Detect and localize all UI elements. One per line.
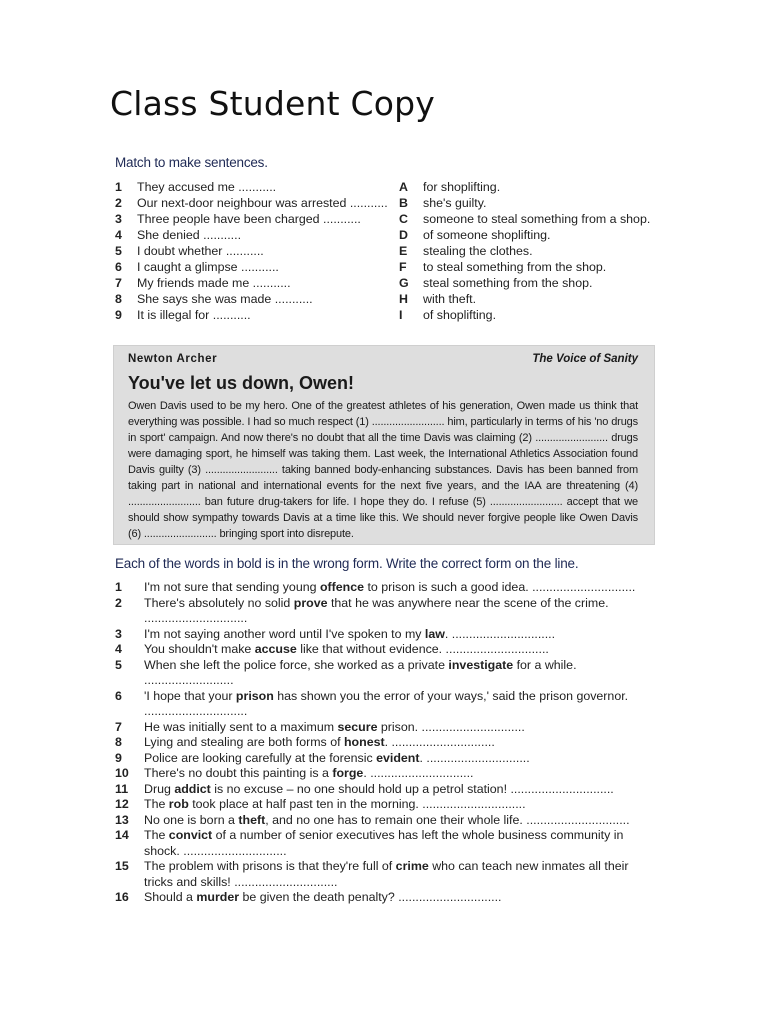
item-bold-word: addict — [174, 781, 211, 796]
match-letter: G — [399, 276, 409, 290]
item-number: 10 — [115, 766, 129, 780]
exercise-item — [115, 782, 655, 798]
match-letter: C — [399, 212, 408, 226]
item-text-before: I'm not sure that sending young — [144, 580, 320, 594]
exercise-item — [115, 890, 655, 906]
match-heading: Match to make sentences. — [115, 155, 268, 170]
exercise-item — [115, 735, 655, 751]
item-number: 7 — [115, 719, 122, 734]
match-row — [115, 195, 655, 211]
match-stem: My friends made me ........... — [137, 276, 291, 290]
match-row — [115, 211, 655, 227]
match-letter: D — [399, 228, 408, 242]
item-number: 14 — [115, 828, 129, 842]
item-text-after: to prison is such a good idea. .............................. — [364, 580, 636, 594]
exercise-item — [115, 813, 655, 829]
item-number: 12 — [115, 797, 129, 811]
item-bold-word: prove — [293, 595, 328, 610]
match-letter: A — [399, 180, 408, 194]
item-number: 9 — [115, 750, 122, 765]
match-number: 4 — [115, 228, 122, 242]
item-number: 6 — [115, 688, 122, 703]
match-stem: Three people have been charged ........... — [137, 212, 361, 226]
item-bold-word: theft — [238, 812, 266, 827]
match-ending: she's guilty. — [423, 196, 487, 210]
match-ending: to steal something from the shop. — [423, 260, 607, 274]
match-row — [115, 307, 655, 323]
match-stem: It is illegal for ........... — [137, 308, 251, 322]
exercise-item — [115, 797, 655, 813]
item-number: 11 — [115, 781, 129, 796]
item-text-after: of a number of senior executives has left the whole business community in shock. .............................. — [144, 828, 624, 858]
match-row — [115, 243, 655, 259]
match-number: 6 — [115, 260, 122, 274]
article-body: Owen Davis used to be my hero. One of the greatest athletes of his generation, Owen made us think that everything was possible. I had so much respect (1) ......................... him, particularly in terms of his 'no drugs in sport' campaign. And now there's no doubt that all the time Davis was claiming (2) ......................... drugs were damaging sport, he himself was taking them. Last week, the International Athletics Association found Davis guilty (3) ......................... taking banned body-enhancing substances. Davis has been banned from taking part in national and international events for the next five years, and the IAA are threatening (4) ......................... ban future drug-takers for life. I hope they do. I refuse (5) ......................... accept that we should show sympathy towards Davis at a time like this. We should never forgive people like Owen Davis (6) ......................... bringing sport into disrepute. — [128, 400, 638, 540]
match-letter: H — [399, 292, 408, 306]
item-bold-word: evident — [376, 750, 420, 765]
exercise-item — [115, 658, 655, 689]
item-text-before: He was initially sent to a maximum — [144, 719, 338, 734]
match-number: 1 — [115, 180, 122, 194]
match-ending: stealing the clothes. — [423, 244, 533, 258]
item-bold-word: accuse — [254, 642, 297, 656]
item-text-after: that he was anywhere near the scene of the crime. — [327, 595, 609, 610]
exercise-item — [115, 828, 655, 859]
item-bold-word: honest — [343, 735, 385, 749]
article-author: Newton Archer — [128, 353, 218, 365]
match-number: 5 — [115, 244, 122, 258]
item-text-before: There's absolutely no solid — [144, 595, 294, 610]
item-text-after: prison. .............................. — [377, 719, 525, 734]
correct-form-exercise — [115, 580, 655, 906]
item-text-after: like that without evidence. .............................. — [296, 642, 549, 656]
match-number: 8 — [115, 292, 122, 306]
match-letter: I — [399, 308, 403, 322]
match-number: 2 — [115, 196, 122, 210]
item-number: 16 — [115, 890, 129, 904]
item-bold-word: offence — [319, 580, 365, 594]
item-number: 3 — [115, 626, 122, 641]
item-text-before: You shouldn't make — [144, 642, 255, 656]
match-letter: B — [399, 196, 408, 210]
item-bold-word: prison — [235, 688, 274, 703]
item-text-after: . .............................. — [419, 750, 530, 765]
item-text-after: , and no one has to remain one their whole life. .............................. — [265, 812, 630, 827]
item-text-before: Lying and stealing are both forms of — [144, 735, 344, 749]
match-exercise — [115, 179, 655, 323]
match-row — [115, 227, 655, 243]
item-text-before: No one is born a — [144, 812, 239, 827]
item-number: 13 — [115, 812, 129, 827]
item-bold-word: secure — [337, 719, 378, 734]
match-number: 3 — [115, 212, 122, 226]
exercise-item — [115, 766, 655, 782]
item-text-after: for a while. .......................... — [144, 657, 577, 687]
match-ending: someone to steal something from a shop. — [423, 212, 651, 226]
article-box — [113, 345, 655, 545]
exercise-item — [115, 642, 655, 658]
exercise-item — [115, 627, 655, 643]
match-row — [115, 179, 655, 195]
correct-form-heading: Each of the words in bold is in the wrong form. Write the correct form on the line. — [115, 556, 579, 571]
item-text-before: I'm not saying another word until I've spoken to my — [144, 626, 425, 641]
article-headline: You've let us down, Owen! — [128, 373, 354, 393]
match-letter: E — [399, 244, 408, 258]
match-ending: of shoplifting. — [423, 308, 497, 322]
item-number: 8 — [115, 735, 122, 749]
item-bold-word: forge — [332, 766, 364, 780]
item-text-before: The problem with prisons is that they're full of — [144, 859, 396, 873]
match-ending: with theft. — [423, 292, 477, 306]
item-text-before: The — [144, 797, 169, 811]
match-ending: for shoplifting. — [423, 180, 501, 194]
match-number: 9 — [115, 308, 122, 322]
exercise-item — [115, 859, 655, 890]
exercise-item — [115, 720, 655, 736]
item-text-after: who can teach new inmates all their tricks and skills! .............................. — [144, 859, 629, 889]
exercise-item — [115, 751, 655, 767]
item-text-after: is no excuse – no one should hold up a petrol station! .............................. — [210, 781, 614, 796]
item-text-before: 'I hope that your — [144, 688, 236, 703]
item-text-after: . .............................. — [363, 766, 474, 780]
item-bold-word: investigate — [448, 657, 514, 672]
match-row — [115, 259, 655, 275]
match-letter: F — [399, 260, 407, 274]
item-text-after: took place at half past ten in the morning. .............................. — [188, 797, 526, 811]
item-text-before: When she left the police force, she worked as a private — [144, 657, 449, 672]
item-bold-word: rob — [168, 797, 189, 811]
answer-line: .............................. — [144, 611, 248, 625]
page-title: Class Student Copy — [110, 84, 436, 123]
match-stem: They accused me ........... — [137, 180, 277, 194]
match-stem: She denied ........... — [137, 228, 242, 242]
item-text-before: There's no doubt this painting is a — [144, 766, 333, 780]
exercise-item — [115, 689, 655, 720]
item-text-after: . .............................. — [384, 735, 495, 749]
item-number: 4 — [115, 642, 122, 656]
match-ending: of someone shoplifting. — [423, 228, 551, 242]
match-stem: I doubt whether ........... — [137, 244, 264, 258]
item-number: 1 — [115, 580, 122, 594]
item-text-after: has shown you the error of your ways,' said the prison governor. — [273, 688, 629, 703]
item-text-before: Drug — [144, 781, 175, 796]
match-stem: She says she was made ........... — [137, 292, 313, 306]
answer-line: .............................. — [144, 704, 248, 718]
match-row — [115, 275, 655, 291]
item-bold-word: crime — [395, 859, 429, 873]
match-row — [115, 291, 655, 307]
item-bold-word: law — [424, 626, 445, 641]
item-text-after: be given the death penalty? .............................. — [239, 890, 502, 904]
article-column-name: The Voice of Sanity — [532, 353, 638, 365]
item-bold-word: murder — [196, 890, 240, 904]
item-text-after: . .............................. — [444, 626, 556, 641]
exercise-item — [115, 596, 655, 627]
exercise-item — [115, 580, 655, 596]
match-ending: steal something from the shop. — [423, 276, 593, 290]
item-number: 5 — [115, 657, 122, 672]
item-text-before: Police are looking carefully at the forensic — [144, 750, 377, 765]
match-stem: Our next-door neighbour was arrested ........... — [137, 196, 388, 210]
item-bold-word: convict — [168, 828, 213, 842]
match-stem: I caught a glimpse ........... — [137, 260, 279, 274]
item-text-before: Should a — [144, 890, 197, 904]
match-number: 7 — [115, 276, 122, 290]
item-number: 2 — [115, 595, 122, 610]
item-number: 15 — [115, 859, 129, 873]
item-text-before: The — [144, 828, 169, 842]
